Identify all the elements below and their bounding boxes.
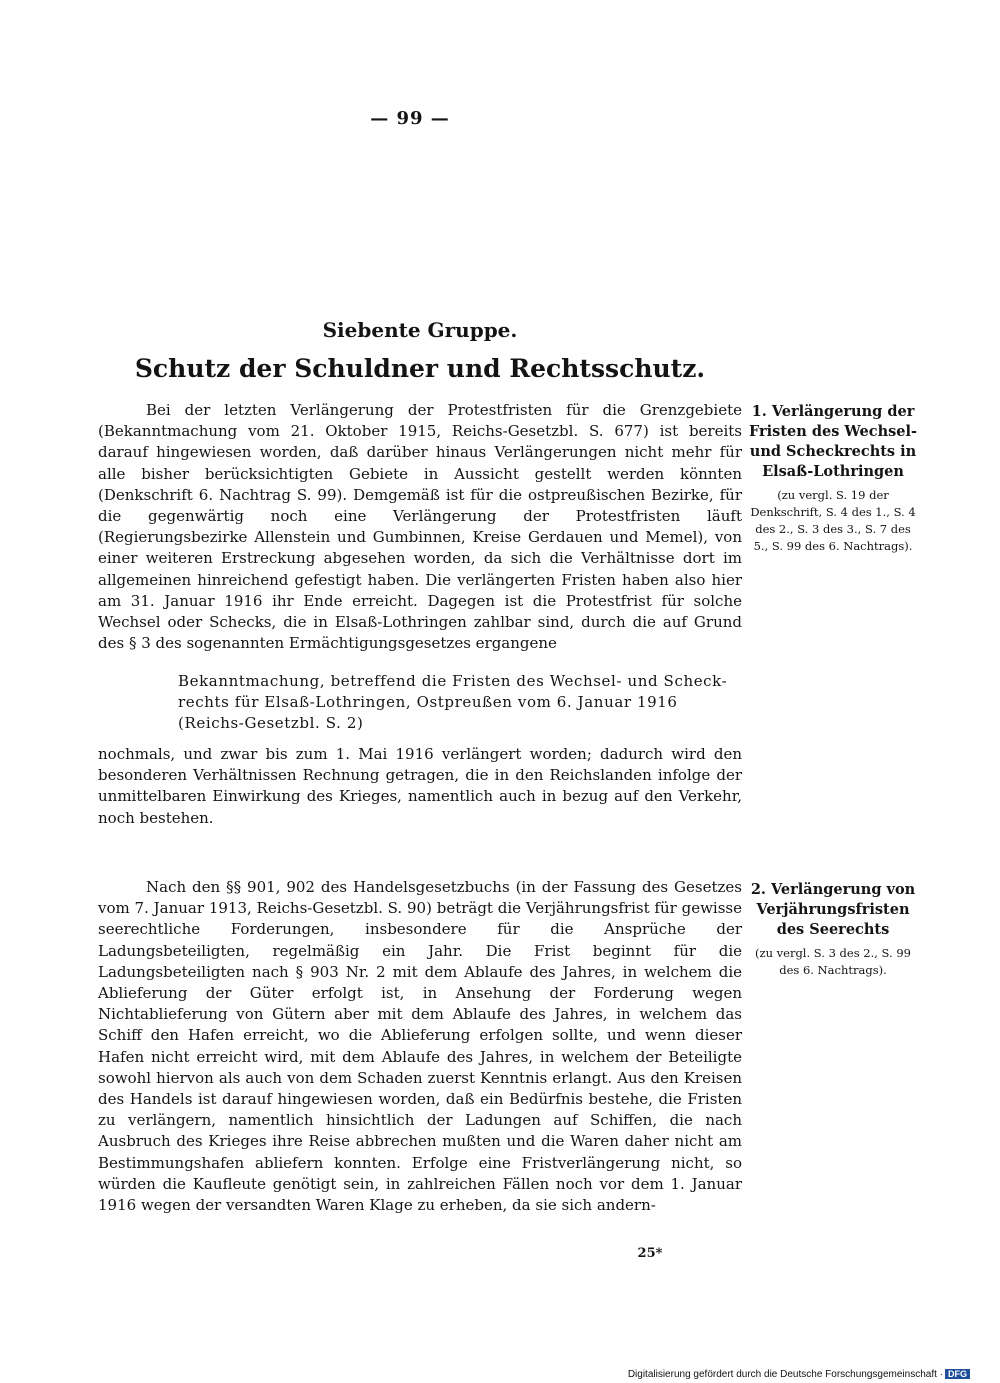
- margin-note-1: [748, 402, 918, 555]
- paragraph-2: [98, 877, 742, 1216]
- paragraph-1-continuation: nochmals, und zwar bis zum 1. Mai 1916 verlängert worden; dadurch wird den besonderen Verhältnissen Rechnung getragen, die in den Reichslanden infolge der unmittelbaren Einwirkung des Krieges, namentlich auch in bezug auf den Verkehr, noch bestehen.: [98, 745, 742, 827]
- quoted-decree-line: (Reichs-Gesetzbl. S. 2): [178, 714, 364, 733]
- section-title: Schutz der Schuldner und Rechtsschutz.: [134, 354, 706, 383]
- page-number: — 99 —: [370, 108, 450, 129]
- printer-signature-mark: 25*: [637, 1246, 663, 1261]
- margin-note-reference: (zu vergl. S. 3 des 2., S. 99 des 6. Nachtrags).: [755, 946, 911, 977]
- footer-text: Digitalisierung gefördert durch die Deutsche Forschungsgemeinschaft ·: [627, 1369, 943, 1380]
- margin-note-reference: (zu vergl. S. 19 der Denkschrift, S. 4 des 1., S. 4 des 2., S. 3 des 3., S. 7 des 5., S. 99 des 6. Nachtrags).: [750, 488, 916, 553]
- paragraph-1-text: Bei der letzten Verlängerung der Protestfristen für die Grenzgebiete (Bekanntmachung vom 21. Oktober 1915, Reichs-Gesetzbl. S. 677) ist bereits darauf hingewiesen worden, daß darüber hinaus Verlängerungen nicht mehr für alle bisher berücksichtigten Gebiete in Aussicht gestellt werden könnten (Denkschrift 6. Nachtrag S. 99). Demgemäß ist für die ostpreußischen Bezirke, für die gegenwärtig noch eine Verlängerung der Protestfristen läuft (Regierungsbezirke Allenstein und Gumbinnen, Kreise Gerdauen und Memel), von einer weiteren Erstreckung abgesehen worden, da sich die Verhältnisse dort im allgemeinen hinreichend gefestigt haben. Die verlängerten Fristen haben also hier am 31. Januar 1916 ihr Ende erreicht. Dagegen ist die Protestfrist für solche Wechsel oder Schecks, die in Elsaß-Lothringen zahlbar sind, durch die auf Grund des § 3 des sogenannten Ermächtigungsgesetzes ergangene: [98, 401, 742, 653]
- dfg-logo: DFG: [945, 1369, 970, 1379]
- quoted-decree: [178, 671, 742, 735]
- quoted-decree-line: rechts für Elsaß-Lothringen, Ostpreußen vom 6. Januar 1916: [178, 693, 678, 712]
- margin-note-2: [748, 880, 918, 979]
- paragraph-2-text: Nach den §§ 901, 902 des Handelsgesetzbuchs (in der Fassung des Gesetzes vom 7. Januar 1913, Reichs-Gesetzbl. S. 90) beträgt die Verjährungsfrist für gewisse seerechtliche Forderungen, insbesondere für die Ansprüche der Ladungsbeteiligten, regelmäßig ein Jahr. Die Frist beginnt für die Ladungsbeteiligten nach § 903 Nr. 2 mit dem Ablaufe des Jahres, in welchem die Ablieferung der Güter erfolgt ist, in Ansehung der Forderung wegen Nichtablieferung von Gütern aber mit dem Ablaufe des Jahres, in welchem das Schiff den Hafen erreicht, wo die Ablieferung erfolgen sollte, und wenn dieser Hafen nicht erreicht wird, mit dem Ablaufe des Jahres, in welchem der Beteiligte sowohl hiervon als auch von dem Schaden zuerst Kenntnis erlangt. Aus den Kreisen des Handels ist darauf hingewiesen worden, daß ein Bedürfnis bestehe, die Fristen zu verlängern, namentlich hinsichtlich der Ladungen auf Schiffen, die nach Ausbruch des Krieges ihre Reise abbrechen mußten und die Waren daher nicht am Bestimmungshafen abliefern konnten. Erfolge eine Fristverlängerung nicht, so würden die Kaufleute genötigt sein, in zahlreichen Fällen noch vor dem 1. Januar 1916 wegen der versandten Waren Klage zu erheben, da sie sich andern-: [98, 878, 742, 1215]
- quoted-decree-line: Bekanntmachung, betreffend die Fristen des Wechsel- und Scheck-: [178, 672, 728, 690]
- group-title: Siebente Gruppe.: [322, 318, 518, 342]
- paragraph-1: [98, 400, 742, 654]
- margin-note-title: 1. Verlängerung der Fristen des Wechsel- und Scheckrechts in Elsaß-Lothringen: [748, 403, 918, 480]
- margin-note-title: 2. Verlängerung von Verjährungsfristen des Seerechts: [750, 881, 916, 938]
- digitization-footer: [628, 1369, 970, 1380]
